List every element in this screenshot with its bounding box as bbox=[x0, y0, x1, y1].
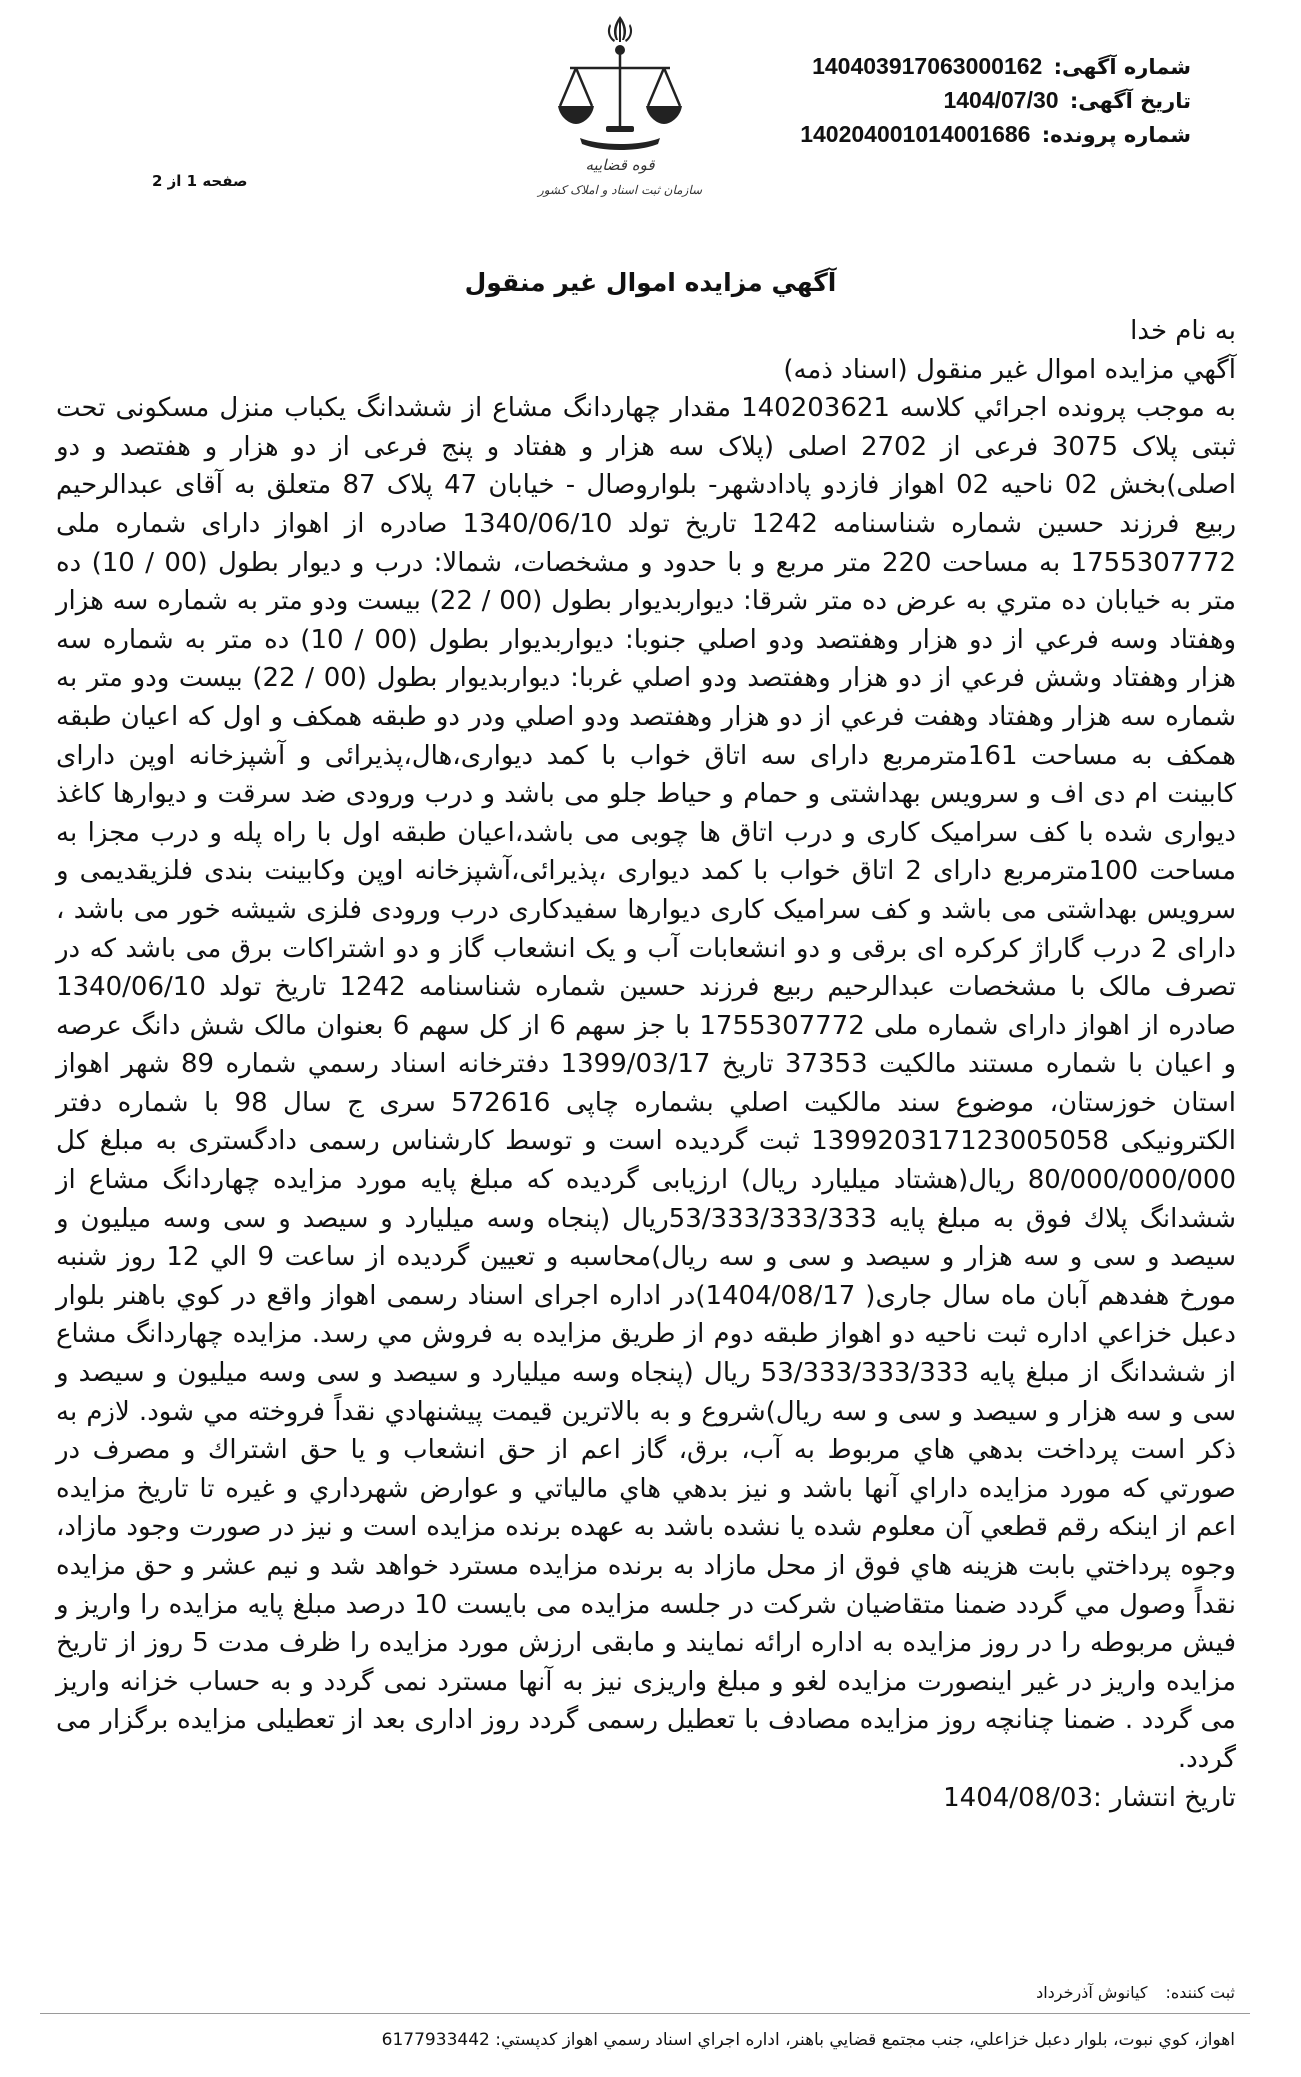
subtitle: آگهي مزايده اموال غير منقول (اسناد ذمه) bbox=[783, 354, 1236, 385]
header-meta bbox=[731, 50, 1191, 152]
page-indicator: صفحه 1 از 2 bbox=[152, 172, 248, 190]
footer-address: اهواز، كوي نبوت، بلوار دعبل خزاعلي، جنب مجتمع قضايي باهنر، اداره اجراي اسناد رسمي اهواز كدپستي: 6177933442 bbox=[381, 2030, 1235, 2050]
emblem-caption-line2: سازمان ثبت اسناد و املاک کشور bbox=[537, 183, 703, 197]
recorder-label: ثبت كننده: bbox=[1165, 1983, 1235, 2002]
file-number: 140204001014001686 bbox=[800, 121, 1031, 147]
ad-date-row bbox=[731, 84, 1191, 118]
publication-date: 1404/08/03 bbox=[943, 1782, 1093, 1813]
judiciary-emblem-icon bbox=[530, 10, 710, 210]
recorder-info bbox=[1036, 1983, 1235, 2002]
file-number-row bbox=[731, 118, 1191, 152]
footer-divider bbox=[40, 2013, 1250, 2014]
publication-date-row bbox=[56, 1779, 1236, 1818]
file-number-label: شماره پرونده: bbox=[1041, 123, 1191, 147]
publication-date-label: تاريخ انتشار : bbox=[1093, 1782, 1236, 1813]
document-title: آگهي مزايده اموال غير منقول bbox=[464, 268, 837, 297]
emblem-caption-line1: قوه قضاییه bbox=[585, 156, 655, 174]
ad-number-label: شماره آگهی: bbox=[1053, 55, 1191, 79]
document-body bbox=[56, 312, 1236, 1817]
ad-date: 1404/07/30 bbox=[943, 87, 1059, 113]
ad-number-row bbox=[731, 50, 1191, 84]
ad-date-label: تاریخ آگهی: bbox=[1069, 89, 1191, 113]
main-text: به موجب پرونده اجرائي كلاسه 140203621 مقدار چهاردانگ مشاع از ششدانگ يكباب منزل مسكونی تحت ثبتی پلاک 3075 فرعی از 2702 اصلی (پلاک سه هزار و هفتاد و پنج فرعی از دو هزار و هفتصد و دو اصلی)بخش 02 ناحيه 02 اهواز فازدو پادادشهر- بلواروصال - خيابان 47 پلاک 87 متعلق به آقای عبدالرحيم ربيع فرزند حسين شماره شناسنامه 1242 تاريخ تولد 1340/06/10 صادره از اهواز دارای شماره ملی 1755307772 به مساحت 220 متر مربع و با حدود و مشخصات، شمالا: درب و ديوار بطول (00 / 10) ده متر به خيابان ده متري به عرض ده متر شرقا: ديواربديوار بطول (00 / 22) بيست ودو متر به شماره سه هزار وهفتاد وسه فرعي از دو هزار وهفتصد ودو اصلي جنوبا: ديواربديوار بطول (00 / 10) ده متر به شماره سه هزار وهفتاد وشش فرعي از دو هزار وهفتصد ودو اصلي غربا: ديواربديوار بطول (00 / 22) بيست ودو متر به شماره سه هزار وهفتاد وهفت فرعي از دو هزار وهفتصد ودو اصلي ودر دو طبقه همكف و اول كه اعيان طبقه همكف به مساحت 161مترمربع دارای سه اتاق خواب با كمد ديواری،هال،پذيرائی و آشپزخانه اوپن دارای كابينت ام دی اف و سرويس بهداشتی و حمام و حياط جلو می باشد و درب ورودی ضد سرقت و ديوارها كاغذ ديواری شده با كف سراميک كاری و درب اتاق ها چوبی می باشد،اعيان طبقه اول با راه پله و درب مجزا به مساحت 100مترمربع دارای 2 اتاق خواب با كمد ديواری ،پذيرائی،آشپزخانه اوپن وكابينت بندی فلزيقديمی و سرويس بهداشتی می باشد و كف سراميک كاری ديوارها سفيدكاری درب ورودی فلزی شيشه خور می باشد ، دارای 2 درب گاراژ كركره ای برقی و دو انشعابات آب و يک انشعاب گاز و دو اشتراكات برق می باشد كه در تصرف مالک با مشخصات عبدالرحيم ربيع فرزند حسين شماره شناسنامه 1242 تاريخ تولد 1340/06/10 صادره از اهواز دارای شماره ملی 1755307772 با جز سهم 6 از كل سهم 6 بعنوان مالک شش دانگ عرصه و اعيان با شماره مستند مالكيت 37353 تاريخ 1399/03/17 دفترخانه اسناد رسمي شماره 89 شهر اهواز استان خوزستان، موضوع سند مالكيت اصلي بشماره چاپی 572616 سری ج سال 98 با شماره دفتر الكترونيكی 139920317123005058 ثبت گرديده است و توسط كارشناس رسمی دادگستری به مبلغ كل 80/000/000/000 ريال(هشتاد ميليارد ريال) ارزيابی گرديده كه مبلغ پايه مورد مزايده چهاردانگ مشاع از ششدانگ پلاك فوق به مبلغ پايه 53/333/333/333ريال (پنجاه وسه ميليارد و سيصد و سی وسه ميليون و سيصد و سی و سه هزار و سيصد و سی و سه ريال)محاسبه و تعيين گرديده از ساعت 9 الي 12 روز شنبه مورخ هفدهم آبان ماه سال جاری( 1404/08/17)در اداره اجرای اسناد رسمی اهواز واقع در كوي باهنر بلوار دعبل خزاعي اداره ثبت ناحيه دو اهواز طبقه دوم از طريق مزايده به فروش مي رسد. مزايده چهاردانگ مشاع از ششدانگ از مبلغ پايه 53/333/333/333 ريال (پنجاه وسه ميليارد و سيصد و سی وسه ميليون و سيصد و سی و سه هزار و سيصد و سی و سه ريال)شروع و به بالاترين قيمت پيشنهادي نقداً فروخته مي شود. لازم به ذكر است پرداخت بدهي هاي مربوط به آب، برق، گاز اعم از حق انشعاب و يا حق اشتراك و مصرف در صورتي كه مورد مزايده داراي آنها باشد و نيز بدهي هاي مالياتي و عوارض شهرداري و غيره تا تاريخ مزايده اعم از اينكه رقم قطعي آن معلوم شده يا نشده باشد به عهده برنده مزايده است و نيز در صورت وجود مازاد، وجوه پرداختي بابت هزينه هاي فوق از محل مازاد به برنده مزايده مسترد خواهد شد و نيم عشر و حق مزايده نقداً وصول مي گردد ضمنا متقاضيان شركت در جلسه مزايده می بايست 10 درصد مبلغ پايه مزايده را واريز و فيش مربوطه را در روز مزايده به اداره ارائه نمايند و مابقی ارزش مورد مزايده را ظرف مدت 5 روز از تاريخ مزايده واريز در غير اينصورت مزايده لغو و مبلغ واريزی نيز به آنها مسترد نمی گردد و به حساب خزانه واريز می گردد . ضمنا چنانچه روز مزايده مصادف با تعطيل رسمی گردد روز اداری بعد از تعطيلی مزايده برگزار می گردد. bbox=[56, 393, 1237, 1774]
greeting: به نام خدا bbox=[1130, 316, 1236, 346]
recorder-name: كيانوش آذرخرداد bbox=[1036, 1983, 1148, 2002]
ad-number: 140403917063000162 bbox=[812, 53, 1043, 79]
